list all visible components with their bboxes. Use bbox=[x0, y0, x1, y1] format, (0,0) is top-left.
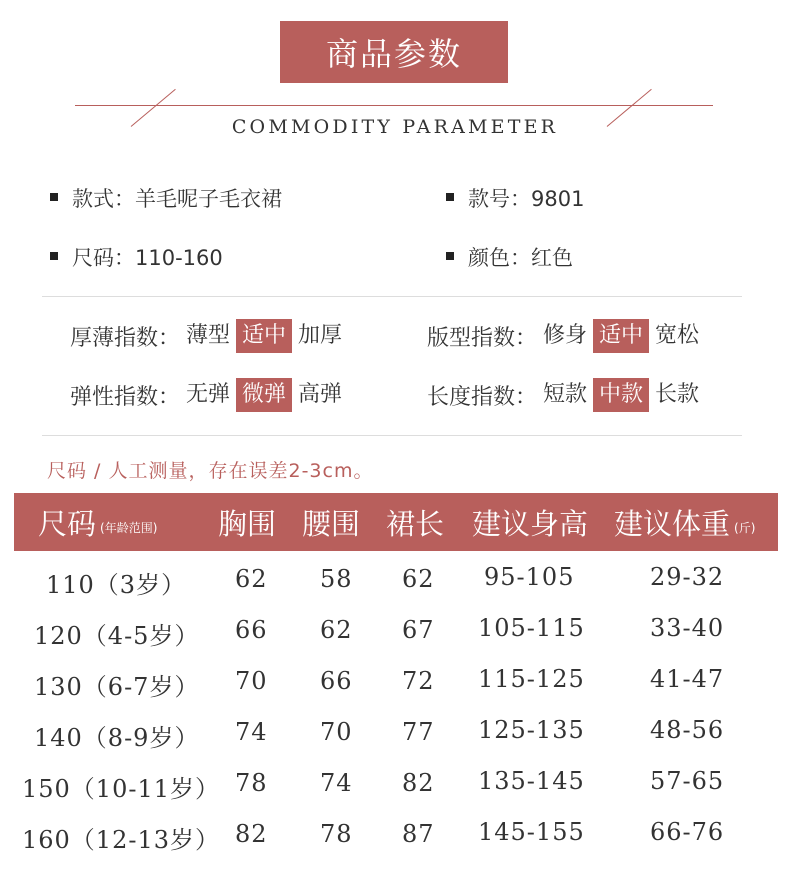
index-label: 弹性指数： bbox=[70, 384, 181, 410]
title-underline bbox=[75, 105, 713, 106]
header-chest bbox=[218, 493, 276, 551]
cell-chest: 62 bbox=[235, 565, 268, 593]
cell-length: 62 bbox=[402, 565, 435, 593]
index-option-selected: 中款 bbox=[593, 378, 649, 412]
cell-weight: 29-32 bbox=[650, 563, 725, 591]
cell-size: 120（4-5岁） bbox=[34, 622, 200, 650]
header-text: 建议体重 bbox=[614, 506, 731, 541]
bullet-icon bbox=[446, 193, 454, 201]
cell-waist: 62 bbox=[320, 616, 353, 644]
header-text: 建议身高 bbox=[472, 506, 589, 541]
cell-waist: 58 bbox=[320, 565, 353, 593]
index-option: 短款 bbox=[543, 382, 588, 407]
bullet-icon bbox=[50, 193, 58, 201]
separator-line bbox=[42, 435, 742, 436]
measurement-note: 尺码 / 人工测量，存在误差2-3cm。 bbox=[47, 460, 374, 482]
header-length bbox=[386, 493, 444, 551]
index-option-selected: 微弹 bbox=[236, 378, 292, 412]
cell-height: 115-125 bbox=[478, 665, 585, 693]
cell-height: 95-105 bbox=[484, 563, 575, 591]
cell-size: 140（8-9岁） bbox=[34, 724, 200, 752]
info-size-label: 尺码： bbox=[72, 246, 135, 270]
header-small: (斤) bbox=[734, 520, 756, 535]
index-length bbox=[427, 378, 705, 412]
bullet-icon bbox=[446, 252, 454, 260]
index-fit bbox=[427, 319, 705, 353]
cell-chest: 82 bbox=[235, 820, 268, 848]
index-option: 无弹 bbox=[186, 382, 231, 407]
info-code-label: 款号： bbox=[468, 187, 531, 211]
header-text: 胸围 bbox=[218, 506, 277, 541]
cell-size: 160（12-13岁） bbox=[22, 826, 220, 854]
index-thickness bbox=[70, 319, 348, 353]
header-text: 裙长 bbox=[386, 506, 445, 541]
info-style bbox=[72, 183, 282, 213]
bullet-icon bbox=[50, 252, 58, 260]
index-option: 高弹 bbox=[298, 382, 343, 407]
cell-size: 150（10-11岁） bbox=[22, 775, 220, 803]
cell-size: 130（6-7岁） bbox=[34, 673, 200, 701]
info-size bbox=[72, 242, 223, 272]
cell-weight: 48-56 bbox=[650, 716, 725, 744]
index-option: 长款 bbox=[655, 382, 700, 407]
info-color-label: 颜色： bbox=[468, 246, 531, 270]
index-label: 版型指数： bbox=[427, 325, 538, 351]
cell-height: 125-135 bbox=[478, 716, 585, 744]
cell-length: 77 bbox=[402, 718, 435, 746]
info-color bbox=[468, 242, 573, 272]
page-title: 商品参数 bbox=[280, 21, 508, 83]
cell-height: 145-155 bbox=[478, 818, 585, 846]
cell-height: 135-145 bbox=[478, 767, 585, 795]
index-option: 宽松 bbox=[655, 323, 700, 348]
cell-waist: 78 bbox=[320, 820, 353, 848]
info-size-value: 110-160 bbox=[135, 246, 223, 270]
index-elasticity bbox=[70, 378, 348, 412]
cell-size: 110（3岁） bbox=[46, 571, 187, 599]
cell-weight: 57-65 bbox=[650, 767, 725, 795]
cell-height: 105-115 bbox=[478, 614, 585, 642]
size-table-header bbox=[14, 493, 778, 551]
index-option-selected: 适中 bbox=[593, 319, 649, 353]
separator-line bbox=[42, 296, 742, 297]
header-height bbox=[472, 493, 588, 551]
cell-chest: 78 bbox=[235, 769, 268, 797]
index-option: 加厚 bbox=[298, 323, 343, 348]
cell-length: 82 bbox=[402, 769, 435, 797]
info-code bbox=[468, 183, 584, 213]
header-small: (年龄范围) bbox=[100, 520, 158, 535]
info-style-label: 款式： bbox=[72, 187, 135, 211]
header-text: 尺码 bbox=[38, 506, 97, 541]
cell-length: 87 bbox=[402, 820, 435, 848]
index-option-selected: 适中 bbox=[236, 319, 292, 353]
cell-waist: 74 bbox=[320, 769, 353, 797]
header-weight bbox=[614, 493, 755, 551]
cell-chest: 70 bbox=[235, 667, 268, 695]
cell-weight: 41-47 bbox=[650, 665, 725, 693]
cell-weight: 33-40 bbox=[650, 614, 725, 642]
cell-length: 67 bbox=[402, 616, 435, 644]
index-label: 厚薄指数： bbox=[70, 325, 181, 351]
info-color-value: 红色 bbox=[531, 246, 573, 270]
page-subtitle: COMMODITY PARAMETER bbox=[231, 116, 559, 138]
cell-waist: 70 bbox=[320, 718, 353, 746]
cell-weight: 66-76 bbox=[650, 818, 725, 846]
index-option: 修身 bbox=[543, 323, 588, 348]
info-style-value: 羊毛呢子毛衣裙 bbox=[135, 187, 282, 211]
index-option: 薄型 bbox=[186, 323, 231, 348]
cell-chest: 74 bbox=[235, 718, 268, 746]
cell-chest: 66 bbox=[235, 616, 268, 644]
header-text: 腰围 bbox=[302, 506, 361, 541]
info-code-value: 9801 bbox=[531, 187, 585, 211]
index-label: 长度指数： bbox=[427, 384, 538, 410]
cell-length: 72 bbox=[402, 667, 435, 695]
header-size bbox=[38, 493, 157, 551]
cell-waist: 66 bbox=[320, 667, 353, 695]
header-waist bbox=[302, 493, 360, 551]
